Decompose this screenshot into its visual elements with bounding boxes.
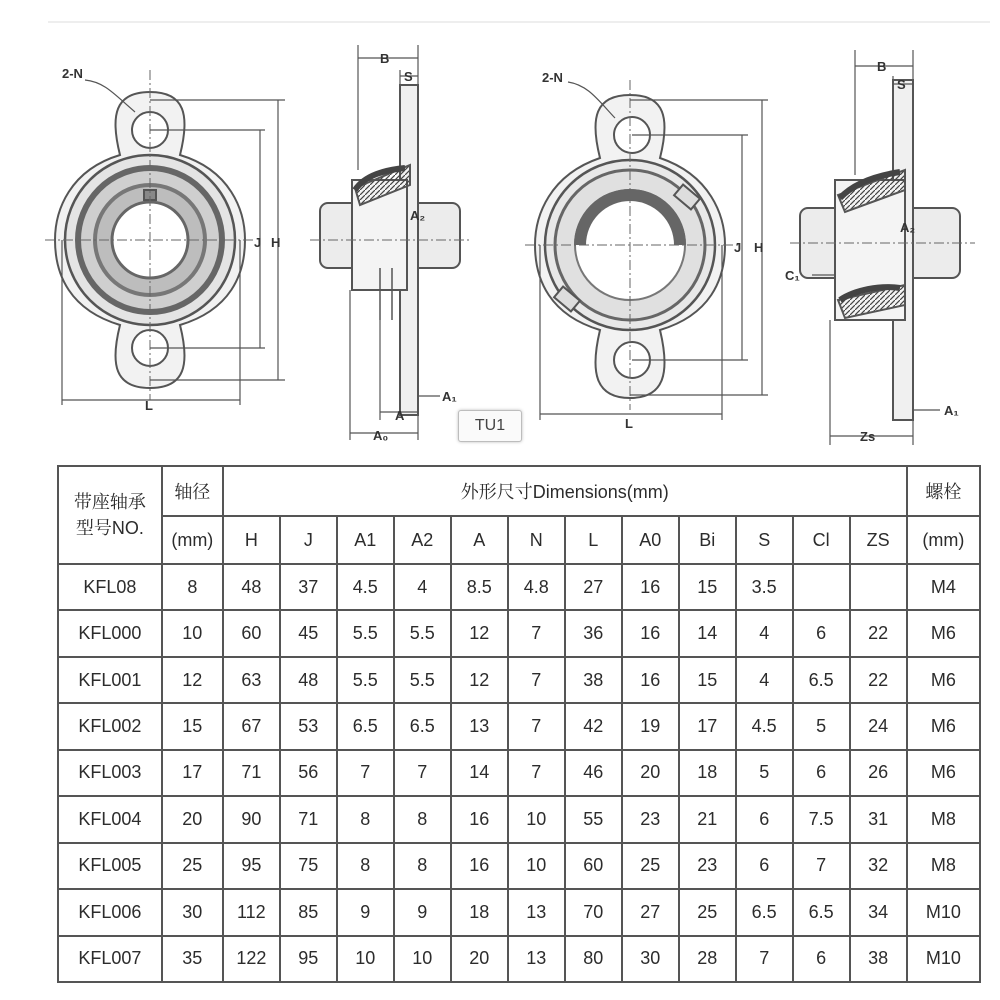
a-label: A bbox=[395, 408, 405, 423]
dimension-cell: 45 bbox=[280, 610, 337, 656]
dimension-cell: 10 bbox=[337, 936, 394, 983]
dimension-cell: 7 bbox=[736, 936, 793, 983]
model-header-line1: 带座轴承 bbox=[73, 492, 146, 512]
dimension-cell: 22 bbox=[850, 657, 907, 703]
model-cell: KFL004 bbox=[58, 796, 162, 842]
dimension-cell: 15 bbox=[679, 657, 736, 703]
n-label-tu1: 2-N bbox=[542, 70, 563, 85]
dimension-cell: 6.5 bbox=[394, 703, 451, 749]
b-label: B bbox=[380, 51, 390, 66]
dimension-cell: 4 bbox=[394, 564, 451, 610]
dimension-cell: 85 bbox=[280, 889, 337, 935]
s-label: S bbox=[404, 69, 413, 84]
dimension-cell: 5 bbox=[793, 703, 850, 749]
col-header: ZS bbox=[850, 516, 907, 564]
dimension-cell: 8 bbox=[394, 796, 451, 842]
h-label: H bbox=[271, 235, 281, 250]
dimension-cell: 9 bbox=[337, 889, 394, 935]
dimension-cell: 27 bbox=[565, 564, 622, 610]
dimension-cell: 32 bbox=[850, 843, 907, 889]
col-header: A1 bbox=[337, 516, 394, 564]
model-cell: KFL08 bbox=[58, 564, 162, 610]
col-header: Cl bbox=[793, 516, 850, 564]
bolt-cell: M10 bbox=[907, 936, 980, 983]
col-header: S bbox=[736, 516, 793, 564]
h-label-tu1: H bbox=[754, 240, 764, 255]
dimension-cell: 95 bbox=[223, 843, 280, 889]
shaft-unit: (mm) bbox=[162, 516, 223, 564]
dimension-cell: 37 bbox=[280, 564, 337, 610]
shaft-cell: 8 bbox=[162, 564, 223, 610]
dimension-cell: 7 bbox=[508, 703, 565, 749]
side-view-kfl bbox=[320, 85, 460, 415]
technical-drawings bbox=[0, 0, 1000, 460]
dimension-cell: 5.5 bbox=[394, 610, 451, 656]
dimension-cell: 75 bbox=[280, 843, 337, 889]
dimension-cell: 8 bbox=[337, 843, 394, 889]
dimension-cell: 38 bbox=[565, 657, 622, 703]
dimension-cell: 6 bbox=[793, 610, 850, 656]
dimension-cell: 4 bbox=[736, 610, 793, 656]
dimension-cell bbox=[793, 564, 850, 610]
model-cell: KFL002 bbox=[58, 703, 162, 749]
dimension-cell: 10 bbox=[508, 796, 565, 842]
dimension-cell: 7 bbox=[337, 750, 394, 796]
shaft-cell: 10 bbox=[162, 610, 223, 656]
dimension-cell: 19 bbox=[622, 703, 679, 749]
dimension-cell: 95 bbox=[280, 936, 337, 983]
dimension-cell: 46 bbox=[565, 750, 622, 796]
dimension-cell: 71 bbox=[280, 796, 337, 842]
dimension-cell: 5 bbox=[736, 750, 793, 796]
dimension-cell: 18 bbox=[451, 889, 508, 935]
b-label-tu1: B bbox=[877, 59, 887, 74]
zs-label: Zs bbox=[860, 429, 876, 444]
a0-label: A₀ bbox=[373, 428, 389, 443]
dimension-cell: 7 bbox=[508, 750, 565, 796]
dimension-cell: 22 bbox=[850, 610, 907, 656]
dimension-cell: 4.5 bbox=[736, 703, 793, 749]
dimension-cell: 71 bbox=[223, 750, 280, 796]
dimension-cell: 23 bbox=[679, 843, 736, 889]
dimension-cell: 23 bbox=[622, 796, 679, 842]
dimension-cell: 30 bbox=[622, 936, 679, 983]
l-label: L bbox=[145, 398, 153, 413]
shaft-cell: 20 bbox=[162, 796, 223, 842]
col-header: N bbox=[508, 516, 565, 564]
j-label-tu1: J bbox=[734, 240, 742, 255]
dimension-cell: 42 bbox=[565, 703, 622, 749]
shaft-cell: 15 bbox=[162, 703, 223, 749]
dimension-cell: 26 bbox=[850, 750, 907, 796]
dimension-cell: 13 bbox=[508, 889, 565, 935]
dimension-cell: 16 bbox=[622, 564, 679, 610]
dimension-cell: 8 bbox=[394, 843, 451, 889]
dimension-cell: 8.5 bbox=[451, 564, 508, 610]
dimension-cell: 9 bbox=[394, 889, 451, 935]
col-header: A0 bbox=[622, 516, 679, 564]
dimension-cell: 60 bbox=[565, 843, 622, 889]
dimension-cell bbox=[850, 564, 907, 610]
dimension-cell: 18 bbox=[679, 750, 736, 796]
s-label-tu1: S bbox=[897, 77, 906, 92]
dimensions-header: 外形尺寸Dimensions(mm) bbox=[223, 466, 907, 516]
dimensions-table bbox=[57, 465, 981, 983]
dimension-cell: 67 bbox=[223, 703, 280, 749]
dimension-cell: 36 bbox=[565, 610, 622, 656]
dimension-cell: 17 bbox=[679, 703, 736, 749]
dimension-cell: 6 bbox=[793, 750, 850, 796]
shaft-cell: 12 bbox=[162, 657, 223, 703]
table-row bbox=[58, 889, 980, 935]
dimension-cell: 63 bbox=[223, 657, 280, 703]
table-row bbox=[58, 750, 980, 796]
col-header: H bbox=[223, 516, 280, 564]
bolt-cell: M6 bbox=[907, 657, 980, 703]
dimension-cell: 25 bbox=[622, 843, 679, 889]
a1-label-tu1: A₁ bbox=[944, 403, 959, 418]
col-header: Bi bbox=[679, 516, 736, 564]
j-label: J bbox=[254, 235, 262, 250]
dimension-cell: 7 bbox=[508, 610, 565, 656]
dimension-cell: 5.5 bbox=[394, 657, 451, 703]
model-header-line2: 型号NO. bbox=[75, 518, 144, 538]
bolt-unit: (mm) bbox=[907, 516, 980, 564]
l-label-tu1: L bbox=[625, 416, 633, 431]
dimension-cell: 34 bbox=[850, 889, 907, 935]
dimension-cell: 27 bbox=[622, 889, 679, 935]
dimension-cell: 31 bbox=[850, 796, 907, 842]
dimension-cell: 38 bbox=[850, 936, 907, 983]
dimension-cell: 25 bbox=[679, 889, 736, 935]
table-row bbox=[58, 610, 980, 656]
dimension-cell: 48 bbox=[280, 657, 337, 703]
shaft-cell: 25 bbox=[162, 843, 223, 889]
dimension-cell: 70 bbox=[565, 889, 622, 935]
dimension-cell: 4.8 bbox=[508, 564, 565, 610]
a2-label-tu1: A₂ bbox=[900, 220, 916, 235]
model-cell: KFL005 bbox=[58, 843, 162, 889]
dimension-cell: 60 bbox=[223, 610, 280, 656]
dimension-cell: 16 bbox=[622, 610, 679, 656]
col-header: L bbox=[565, 516, 622, 564]
model-cell: KFL006 bbox=[58, 889, 162, 935]
dimension-cell: 14 bbox=[679, 610, 736, 656]
bolt-cell: M4 bbox=[907, 564, 980, 610]
dimension-cell: 28 bbox=[679, 936, 736, 983]
dimension-cell: 55 bbox=[565, 796, 622, 842]
dimension-cell: 6.5 bbox=[793, 889, 850, 935]
shaft-cell: 17 bbox=[162, 750, 223, 796]
column-header-row bbox=[58, 516, 980, 564]
bolt-cell: M10 bbox=[907, 889, 980, 935]
dimension-cell: 13 bbox=[451, 703, 508, 749]
table-row bbox=[58, 936, 980, 983]
dimension-cell: 10 bbox=[508, 843, 565, 889]
model-cell: KFL007 bbox=[58, 936, 162, 983]
dimension-cell: 6.5 bbox=[793, 657, 850, 703]
dimension-cell: 14 bbox=[451, 750, 508, 796]
table-row bbox=[58, 564, 980, 610]
dimension-cell: 20 bbox=[451, 936, 508, 983]
dimension-cell: 10 bbox=[394, 936, 451, 983]
dimension-cell: 20 bbox=[622, 750, 679, 796]
side-view-tu1 bbox=[800, 80, 960, 420]
bolt-cell: M8 bbox=[907, 843, 980, 889]
dimension-cell: 16 bbox=[622, 657, 679, 703]
dimension-cell: 122 bbox=[223, 936, 280, 983]
col-header: A bbox=[451, 516, 508, 564]
dimension-cell: 7 bbox=[793, 843, 850, 889]
dimension-cell: 15 bbox=[679, 564, 736, 610]
table-row bbox=[58, 657, 980, 703]
table-row bbox=[58, 843, 980, 889]
bolt-cell: M8 bbox=[907, 796, 980, 842]
dimension-cell: 13 bbox=[508, 936, 565, 983]
dimension-cell: 90 bbox=[223, 796, 280, 842]
col-header: A2 bbox=[394, 516, 451, 564]
dimension-cell: 16 bbox=[451, 843, 508, 889]
dimension-cell: 80 bbox=[565, 936, 622, 983]
dimension-cell: 12 bbox=[451, 610, 508, 656]
model-cell: KFL003 bbox=[58, 750, 162, 796]
dimension-cell: 6 bbox=[736, 796, 793, 842]
dimension-cell: 53 bbox=[280, 703, 337, 749]
dimension-cell: 16 bbox=[451, 796, 508, 842]
dimension-cell: 6.5 bbox=[736, 889, 793, 935]
dimension-cell: 4 bbox=[736, 657, 793, 703]
dimension-cell: 3.5 bbox=[736, 564, 793, 610]
dimension-cell: 6 bbox=[793, 936, 850, 983]
a1-label: A₁ bbox=[442, 389, 457, 404]
n-label: 2-N bbox=[62, 66, 83, 81]
dimension-cell: 12 bbox=[451, 657, 508, 703]
dimension-cell: 6.5 bbox=[337, 703, 394, 749]
table-row bbox=[58, 703, 980, 749]
dimension-cell: 24 bbox=[850, 703, 907, 749]
dimension-cell: 7 bbox=[394, 750, 451, 796]
dimension-cell: 21 bbox=[679, 796, 736, 842]
bolt-cell: M6 bbox=[907, 610, 980, 656]
bolt-cell: M6 bbox=[907, 750, 980, 796]
dimension-cell: 4.5 bbox=[337, 564, 394, 610]
dimension-cell: 5.5 bbox=[337, 610, 394, 656]
shaft-header: 轴径 bbox=[162, 466, 223, 516]
dimension-cell: 112 bbox=[223, 889, 280, 935]
col-header: J bbox=[280, 516, 337, 564]
shaft-cell: 35 bbox=[162, 936, 223, 983]
dimension-cell: 56 bbox=[280, 750, 337, 796]
dimension-cell: 8 bbox=[337, 796, 394, 842]
model-header bbox=[58, 466, 162, 564]
bolt-header: 螺栓 bbox=[907, 466, 980, 516]
tu1-badge: TU1 bbox=[458, 410, 522, 442]
dimension-cell: 7 bbox=[508, 657, 565, 703]
a2-label: A₂ bbox=[410, 208, 426, 223]
table-row bbox=[58, 796, 980, 842]
dimension-cell: 6 bbox=[736, 843, 793, 889]
model-cell: KFL000 bbox=[58, 610, 162, 656]
dimension-cell: 48 bbox=[223, 564, 280, 610]
shaft-cell: 30 bbox=[162, 889, 223, 935]
c1-label: C₁ bbox=[785, 268, 800, 283]
bolt-cell: M6 bbox=[907, 703, 980, 749]
table-header-row bbox=[58, 466, 980, 516]
model-cell: KFL001 bbox=[58, 657, 162, 703]
dimension-cell: 5.5 bbox=[337, 657, 394, 703]
dimension-cell: 7.5 bbox=[793, 796, 850, 842]
